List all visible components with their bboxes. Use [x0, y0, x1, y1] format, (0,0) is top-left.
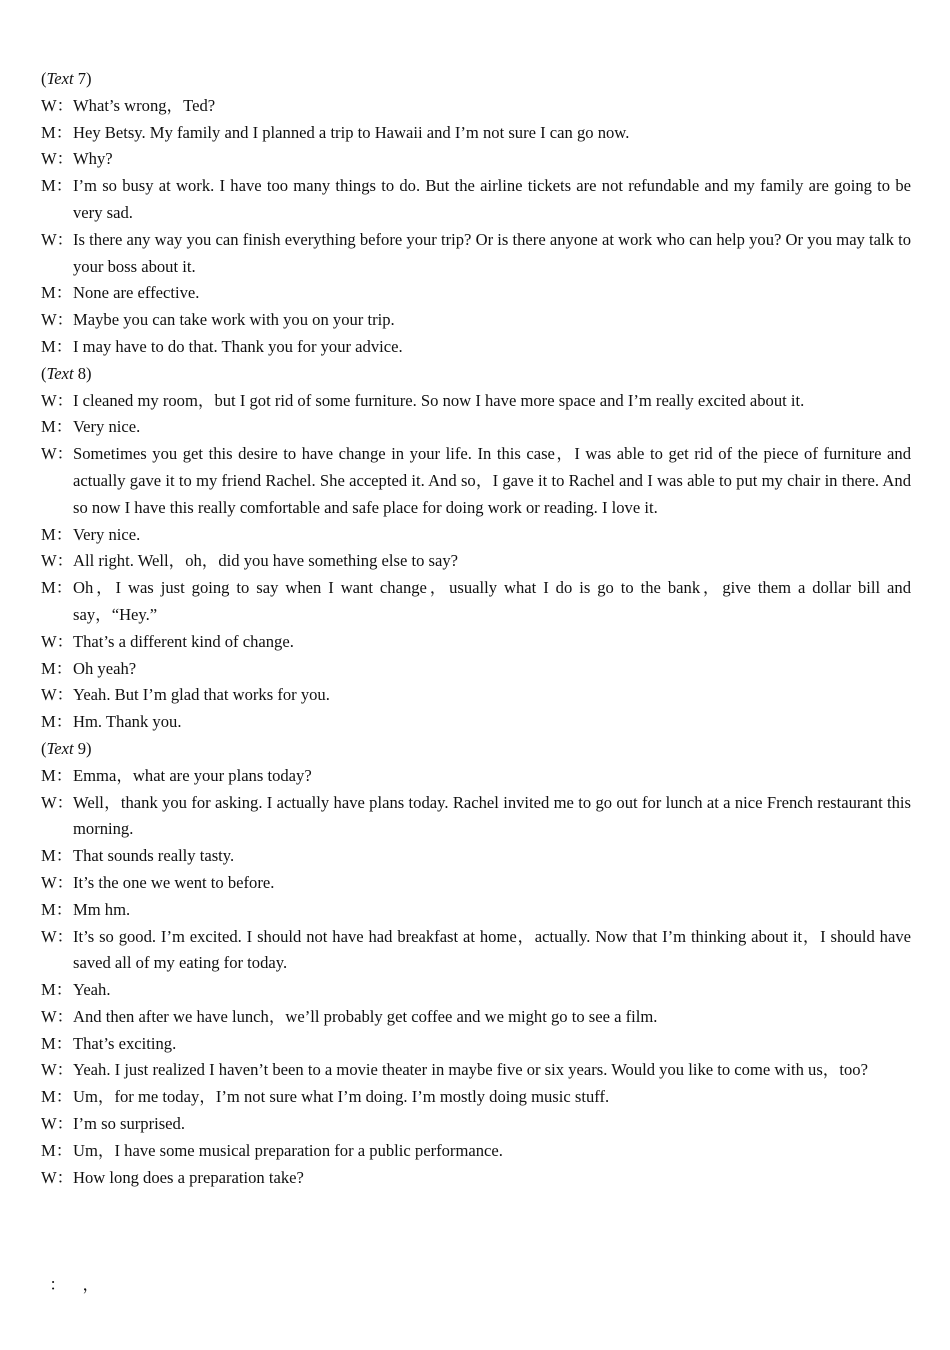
utterance-text: It’s the one we went to before. [73, 872, 275, 892]
heading-num: 8 [73, 363, 87, 383]
speaker-label: W： [41, 229, 74, 249]
utterance-text: That’s a different kind of change. [73, 631, 294, 651]
utterance-text: Yeah. [73, 980, 111, 1000]
speaker-label: W： [41, 551, 74, 571]
utterance-text: Oh yeah? [73, 658, 137, 678]
speaker-label: M： [41, 899, 73, 919]
speaker-label: M： [41, 1033, 73, 1053]
utterance-text: I’m so busy at work. I have too many things to do. But the airline tickets are not refundable and my family are going to be very sad. [73, 176, 911, 222]
utterance-text: That’s exciting. [73, 1033, 177, 1053]
utterance-text: It’s so good. I’m excited. I should not have had breakfast at home，actually. Now that I’m thinking about it，I should have saved all of my eating for today. [73, 926, 911, 973]
utterance-text: How long does a preparation take? [73, 1167, 304, 1187]
dialogue-line [41, 709, 911, 736]
section-heading [41, 66, 911, 93]
dialogue-line [41, 93, 911, 120]
dialogue-line [41, 629, 911, 656]
utterance-text: Is there any way you can finish everything before your trip? Or is there anyone at work who can help you? Or you may talk to your boss about it. [73, 229, 911, 276]
speaker-label: M： [41, 524, 73, 544]
speaker-label: M： [41, 417, 73, 437]
utterance-text: Well，thank you for asking. I actually have plans today. Rachel invited me to go out for lunch at a nice French restaurant this morning. [73, 792, 911, 839]
speaker-label: W： [41, 149, 74, 169]
utterance-text: Maybe you can take work with you on your trip. [73, 310, 395, 330]
dialogue-line [41, 1084, 911, 1111]
speaker-label: M： [41, 1087, 73, 1107]
utterance-text: I may have to do that. Thank you for your advice. [73, 336, 403, 356]
utterance-text: Oh，I was just going to say when I want change，usually what I do is go to the bank，give them a dollar bill and say，“Hey.” [73, 578, 911, 624]
utterance-text: That sounds really tasty. [73, 846, 235, 866]
speaker-label: W： [41, 390, 74, 410]
dialogue-line [41, 575, 911, 629]
heading-label: Text [46, 738, 74, 758]
transcript-document [41, 66, 911, 1191]
utterance-text: Why? [73, 149, 113, 169]
utterance-text: Um，for me today，I’m not sure what I’m doing. I’m mostly doing music stuff. [73, 1087, 610, 1107]
utterance-text: Hey Betsy. My family and I planned a trip to Hawaii and I’m not sure I can go now. [73, 122, 630, 142]
speaker-label: W： [41, 926, 74, 946]
utterance-text: And then after we have lunch，we’ll probably get coffee and we might go to see a film. [73, 1006, 658, 1026]
heading-label: Text [46, 69, 74, 88]
speaker-label: M： [41, 846, 73, 866]
speaker-label: M： [41, 176, 73, 196]
speaker-label: W： [41, 95, 74, 115]
utterance-text: Sometimes you get this desire to have change in your life. In this case，I was able to get rid of the piece of furniture and actually gave it to my friend Rachel. She accepted it. And so，I gave it to Rachel and I was able to put my chair in there. And so now I have this really comfortable and safe place for doing work or reading. I love it. [73, 444, 911, 517]
utterance-text: I cleaned my room，but I got rid of some furniture. So now I have more space and I’m really excited about it. [73, 390, 805, 410]
dialogue-line [41, 120, 911, 147]
speaker-label: W： [41, 685, 74, 705]
speaker-label: W： [41, 1006, 74, 1026]
dialogue-line [41, 1165, 911, 1192]
dialogue-line [41, 924, 911, 978]
speaker-label: W： [41, 310, 74, 330]
speaker-label: W： [41, 1114, 74, 1134]
dialogue-line [41, 414, 911, 441]
dialogue-line [41, 682, 911, 709]
speaker-label: W： [41, 444, 74, 464]
speaker-label: M： [41, 1140, 73, 1160]
utterance-text: Very nice. [73, 524, 141, 544]
dialogue-line [41, 280, 911, 307]
speaker-label: W： [41, 631, 74, 651]
utterance-text: Mm hm. [73, 899, 131, 919]
heading-num: 7 [73, 69, 87, 88]
utterance-text: Emma，what are your plans today? [73, 765, 312, 785]
dialogue-line [41, 1057, 911, 1084]
dialogue-line [41, 1138, 911, 1165]
dialogue-line [41, 388, 911, 415]
speaker-label: M： [41, 336, 73, 356]
dialogue-line [41, 548, 911, 575]
speaker-label: M： [41, 578, 73, 598]
speaker-label: W： [41, 1167, 74, 1187]
speaker-label: M： [41, 658, 73, 678]
dialogue-line [41, 843, 911, 870]
dialogue-line [41, 790, 911, 844]
heading-open: ( [41, 363, 47, 383]
dialogue-line [41, 522, 911, 549]
utterance-text: None are effective. [73, 283, 200, 303]
utterance-text: I’m so surprised. [73, 1114, 185, 1134]
dialogue-line [41, 173, 911, 227]
heading-label: Text [46, 363, 74, 383]
dialogue-line [41, 656, 911, 683]
dialogue-line [41, 307, 911, 334]
utterance-text: Yeah. But I’m glad that works for you. [73, 685, 330, 705]
utterance-text: Hm. Thank you. [73, 712, 182, 732]
heading-open: ( [41, 69, 47, 88]
dialogue-line [41, 870, 911, 897]
cutoff-line: ： ， [41, 1275, 100, 1294]
speaker-label: W： [41, 1060, 74, 1080]
section-heading [41, 736, 911, 763]
utterance-text: Very nice. [73, 417, 141, 437]
dialogue-line [41, 897, 911, 924]
dialogue-line [41, 1111, 911, 1138]
dialogue-line [41, 977, 911, 1004]
speaker-label: M： [41, 283, 73, 303]
dialogue-line [41, 227, 911, 281]
heading-num: 9 [73, 738, 87, 758]
utterance-text: All right. Well，oh，did you have something else to say? [73, 551, 459, 571]
utterance-text: What’s wrong，Ted? [73, 95, 216, 115]
dialogue-line [41, 334, 911, 361]
speaker-label: W： [41, 792, 74, 812]
dialogue-line [41, 146, 911, 173]
speaker-label: W： [41, 872, 74, 892]
speaker-label: M： [41, 765, 73, 785]
dialogue-line [41, 1004, 911, 1031]
speaker-label: M： [41, 980, 73, 1000]
section-heading [41, 361, 911, 388]
heading-close: ) [86, 69, 92, 88]
heading-close: ) [86, 738, 92, 758]
dialogue-line [41, 763, 911, 790]
speaker-label: M： [41, 712, 73, 732]
dialogue-line [41, 441, 911, 521]
utterance-text: Um，I have some musical preparation for a public performance. [73, 1140, 503, 1160]
speaker-label: M： [41, 122, 73, 142]
utterance-text: Yeah. I just realized I haven’t been to a movie theater in maybe five or six years. Would you like to come with us，too? [73, 1060, 868, 1080]
heading-close: ) [86, 363, 92, 383]
dialogue-line [41, 1031, 911, 1058]
heading-open: ( [41, 738, 47, 758]
